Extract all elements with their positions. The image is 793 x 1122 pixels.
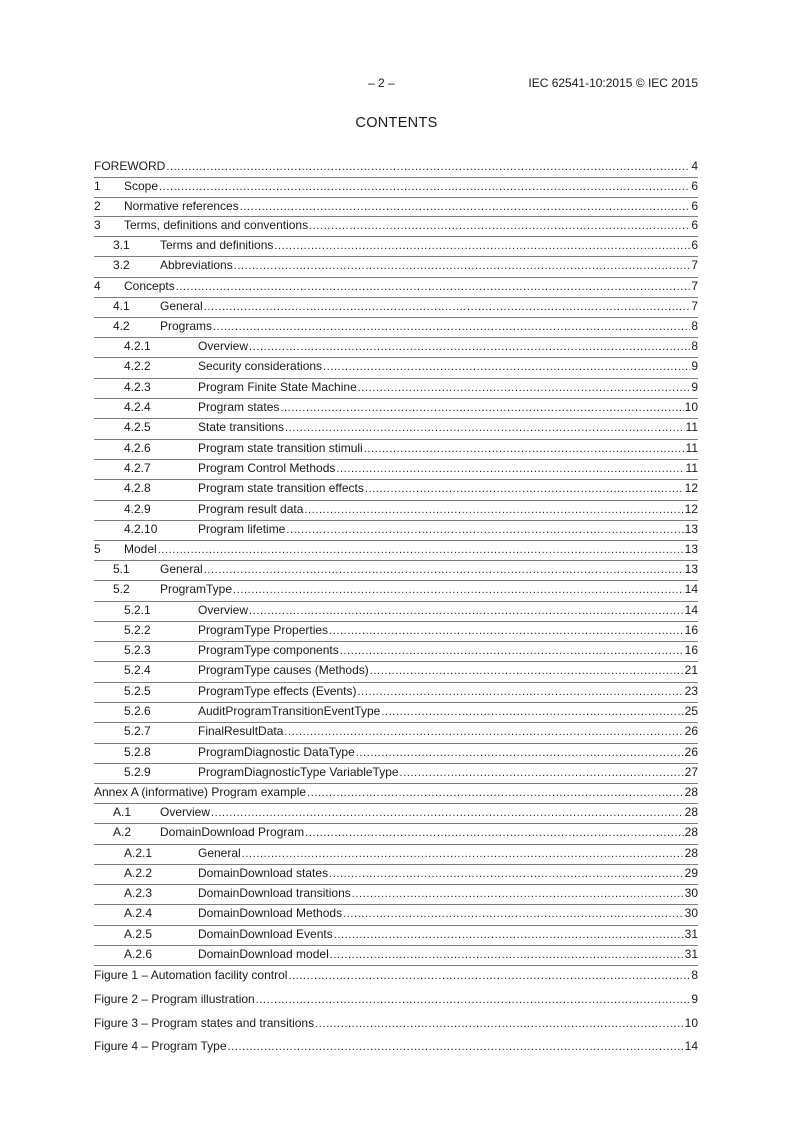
dot-leader [233,582,684,598]
toc-entry-page: 9 [691,379,698,394]
dot-leader [315,1016,684,1032]
toc-entry-label: ProgramType causes (Methods) [198,663,369,678]
toc-entry-number: 4.2.10 [124,521,158,536]
toc-entry-number: 5.2.9 [124,764,151,779]
toc-entry[interactable] [94,723,698,743]
toc-entry-number: 4.2.6 [124,440,151,455]
toc-entry-page: 6 [691,218,698,233]
toc-entry-number: 5.2.2 [124,622,151,637]
toc-entry-label: Overview [160,805,211,819]
toc-entry[interactable] [94,622,698,642]
toc-entry[interactable] [94,683,698,703]
page-header [94,76,698,92]
list-of-figures [94,967,698,1062]
toc-entry-number: 3 [94,218,101,233]
toc-entry-page: 31 [684,947,698,962]
toc-entry-page: 7 [691,278,698,293]
toc-entry[interactable] [94,237,698,257]
toc-entry-number: A.2.3 [124,886,153,901]
toc-entry-page: 29 [684,865,698,880]
toc-entry-page: 21 [684,663,698,678]
toc-entry[interactable] [94,358,698,378]
toc-entry-number: A.1 [113,805,132,819]
toc-entry-label: DomainDownload model [198,947,329,962]
toc-entry-label: General [160,561,203,576]
toc-entry-page: 12 [684,481,698,496]
toc-entry-number: 4.2.5 [124,420,151,435]
dot-leader [358,684,684,700]
dot-leader [166,159,690,175]
toc-entry-label: Overview [198,339,249,354]
toc-entry[interactable] [94,198,698,218]
toc-entry-page: 9 [691,359,698,374]
toc-entry-page: 23 [684,683,698,698]
toc-entry-label: DomainDownload Program [160,825,305,840]
toc-entry-page: 13 [684,521,698,536]
figure-entry-label: Figure 3 – Program states and transitions [94,1015,315,1030]
dot-leader [176,279,691,295]
dot-leader [340,643,684,659]
toc-entry[interactable] [94,662,698,682]
toc-entry-number: 4.2.1 [124,339,151,354]
toc-entry-page: 14 [684,582,698,597]
toc-entry-label: FOREWORD [94,159,166,173]
dot-leader [334,927,684,943]
toc-entry-page: 16 [684,622,698,637]
dot-leader [213,319,690,335]
dot-leader [286,522,683,538]
toc-entry[interactable] [94,480,698,500]
toc-entry-number: 5.2.5 [124,683,151,698]
dot-leader [240,199,691,215]
toc-entry-number: 3.1 [113,238,130,253]
toc-entry-label: DomainDownload Events [198,926,333,941]
toc-entry-label: ProgramType [160,582,233,597]
toc-entry-label: General [198,845,241,860]
toc-entry-label: DomainDownload states [198,865,329,880]
toc-entry-number: 4.1 [113,298,130,313]
toc-entry-page: 11 [685,440,698,455]
toc-entry-number: 5.2.7 [124,724,151,739]
toc-entry-page: 14 [684,602,698,617]
dot-leader [309,218,690,234]
toc-entry-number: 4.2.3 [124,379,151,394]
toc-entry-label: ProgramType Properties [198,622,329,637]
dot-leader [356,745,684,761]
dot-leader [211,805,684,821]
dot-leader [234,258,691,274]
toc-entry-page: 31 [684,926,698,941]
toc-entry[interactable] [94,501,698,521]
dot-leader [304,502,683,518]
dot-leader [364,441,685,457]
toc-entry[interactable] [94,278,698,298]
toc-entry-number: 4.2.2 [124,359,151,374]
toc-entry-label: Scope [124,178,159,193]
toc-entry-label: Program state transition effects [198,481,364,496]
toc-entry-label: Program Finite State Machine [198,379,357,394]
toc-entry-label: Concepts [124,278,175,293]
toc-entry-label: State transitions [198,420,285,435]
table-of-contents [94,158,698,966]
toc-entry-page: 4 [691,159,698,173]
dot-leader [204,562,684,578]
toc-entry-number: 5.2.1 [124,602,151,617]
toc-entry-page: 28 [684,845,698,860]
page-title: CONTENTS [355,115,438,131]
toc-entry-number: 5.2.4 [124,663,151,678]
toc-entry-page: 6 [691,178,698,193]
toc-entry[interactable] [94,845,698,865]
dot-leader [274,238,690,254]
toc-entry-number: A.2.1 [124,845,153,860]
toc-entry-label: Program state transition stimuli [198,440,363,455]
toc-entry-page: 26 [684,724,698,739]
toc-entry-number: 5.2 [113,582,130,597]
toc-entry-number: 5.1 [113,561,130,576]
toc-entry-page: 8 [691,318,698,333]
toc-entry[interactable] [94,379,698,399]
toc-entry-page: 7 [691,298,698,313]
toc-entry-label: Model [124,542,157,557]
toc-entry-label: Abbreviations [160,258,233,273]
dot-leader [158,542,684,558]
toc-entry-number: 3.2 [113,258,130,273]
toc-entry[interactable] [94,926,698,946]
toc-entry-label: General [160,298,203,313]
toc-entry[interactable] [94,460,698,480]
dot-leader [358,380,691,396]
toc-entry-label: ProgramType components [198,643,339,658]
toc-entry-label: Program states [198,400,280,415]
toc-entry[interactable] [94,804,698,824]
toc-entry[interactable] [94,561,698,581]
toc-entry-number: 4.2.7 [124,460,151,475]
toc-entry[interactable] [94,541,698,561]
figure-entry-page: 14 [684,1039,698,1054]
toc-entry[interactable] [94,440,698,460]
dot-leader [370,663,684,679]
dot-leader [307,785,684,801]
toc-entry-number: 5 [94,542,101,557]
dot-leader [365,481,684,497]
toc-entry[interactable] [94,521,698,541]
toc-entry[interactable] [94,642,698,662]
toc-entry-page: 28 [684,825,698,840]
toc-entry-page: 16 [684,643,698,658]
toc-entry-page: 7 [691,258,698,273]
figure-entry-label: Figure 4 – Program Type [94,1039,227,1054]
dot-leader [249,339,690,355]
toc-entry[interactable] [94,257,698,277]
figure-entry-page: 9 [691,991,698,1006]
toc-entry-number: 4 [94,278,101,293]
toc-entry[interactable] [94,824,698,844]
toc-entry-page: 11 [685,460,698,475]
dot-leader [228,1039,684,1055]
toc-entry-page: 11 [685,420,698,435]
figure-entry-label: Figure 2 – Program illustration [94,991,255,1006]
dot-leader [284,724,683,740]
toc-entry[interactable] [94,178,698,198]
figure-entry-page: 8 [691,968,698,982]
toc-entry[interactable] [94,703,698,723]
dot-leader [285,420,684,436]
toc-entry-label: Program lifetime [198,521,286,536]
toc-entry-number: 5.2.6 [124,704,151,719]
toc-entry-number: A.2.2 [124,865,153,880]
toc-entry-number: 2 [94,198,101,213]
toc-entry[interactable] [94,217,698,237]
dot-leader [249,603,684,619]
toc-entry-label: Overview [198,602,249,617]
toc-entry-page: 30 [684,886,698,901]
figure-entry[interactable] [94,1038,698,1062]
dot-leader [400,765,684,781]
toc-entry-label: Annex A (informative) Program example [94,785,307,800]
toc-entry-page: 27 [684,764,698,779]
dot-leader [256,992,691,1008]
toc-entry-page: 8 [691,339,698,354]
toc-entry-number: 5.2.8 [124,744,151,759]
toc-entry-number: 4.2.4 [124,400,151,415]
toc-entry-page: 12 [684,501,698,516]
toc-entry-page: 6 [691,238,698,253]
toc-entry[interactable] [94,602,698,622]
dot-leader [352,886,684,902]
toc-entry[interactable] [94,905,698,925]
toc-entry-page: 10 [684,400,698,415]
toc-entry-label: Security considerations [198,359,323,374]
toc-entry-number: A.2.4 [124,906,153,921]
toc-entry-number: A.2.6 [124,947,153,962]
toc-entry[interactable] [94,946,698,966]
toc-entry-page: 6 [691,198,698,213]
page-number: – 2 – [368,76,395,90]
toc-entry[interactable] [94,158,698,178]
dot-leader [329,866,684,882]
toc-entry-page: 30 [684,906,698,921]
toc-entry-label: ProgramType effects (Events) [198,683,357,698]
dot-leader [329,623,684,639]
dot-leader [204,299,691,315]
toc-entry[interactable] [94,338,698,358]
document-reference: IEC 62541-10:2015 © IEC 2015 [528,76,698,90]
figure-entry[interactable] [94,1015,698,1039]
toc-entry[interactable] [94,318,698,338]
toc-entry-label: DomainDownload Methods [198,906,343,921]
toc-entry-page: 25 [684,704,698,719]
dot-leader [343,906,684,922]
toc-entry[interactable] [94,784,698,804]
figure-entry[interactable] [94,967,698,991]
dot-leader [305,825,684,841]
toc-entry-label: AuditProgramTransitionEventType [198,704,381,719]
toc-entry-page: 13 [684,561,698,576]
dot-leader [336,461,684,477]
toc-entry-label: ProgramDiagnosticType VariableType [198,764,399,779]
toc-entry-label: Terms, definitions and conventions [124,218,309,233]
toc-entry-number: 1 [94,178,101,193]
toc-entry-page: 26 [684,744,698,759]
toc-entry-number: 4.2 [113,318,130,333]
toc-entry-number: 4.2.9 [124,501,151,516]
toc-entry-label: Program result data [198,501,304,516]
toc-entry-label: ProgramDiagnostic DataType [198,744,355,759]
toc-entry[interactable] [94,764,698,784]
dot-leader [242,846,684,862]
dot-leader [381,704,683,720]
toc-entry[interactable] [94,419,698,439]
toc-entry-page: 28 [684,805,698,819]
toc-entry-number: 5.2.3 [124,643,151,658]
toc-entry-label: Programs [160,318,213,333]
figure-entry-page: 10 [684,1015,698,1030]
toc-entry[interactable] [94,865,698,885]
toc-entry-label: Program Control Methods [198,460,336,475]
dot-leader [288,968,690,984]
toc-entry[interactable] [94,744,698,764]
figure-entry-label: Figure 1 – Automation facility control [94,968,288,982]
toc-entry[interactable] [94,399,698,419]
toc-entry-number: 4.2.8 [124,481,151,496]
dot-leader [159,179,690,195]
toc-entry[interactable] [94,885,698,905]
toc-entry-number: A.2 [113,825,132,840]
toc-entry-label: DomainDownload transitions [198,886,351,901]
toc-entry-label: Normative references [124,198,239,213]
dot-leader [280,400,683,416]
toc-entry-number: A.2.5 [124,926,153,941]
figure-entry[interactable] [94,991,698,1015]
toc-entry-page: 28 [684,785,698,800]
toc-entry[interactable] [94,581,698,601]
dot-leader [323,359,690,375]
toc-entry-label: FinalResultData [198,724,284,739]
toc-entry-label: Terms and definitions [160,238,274,253]
toc-entry-page: 13 [684,542,698,557]
toc-entry[interactable] [94,298,698,318]
dot-leader [330,947,684,963]
